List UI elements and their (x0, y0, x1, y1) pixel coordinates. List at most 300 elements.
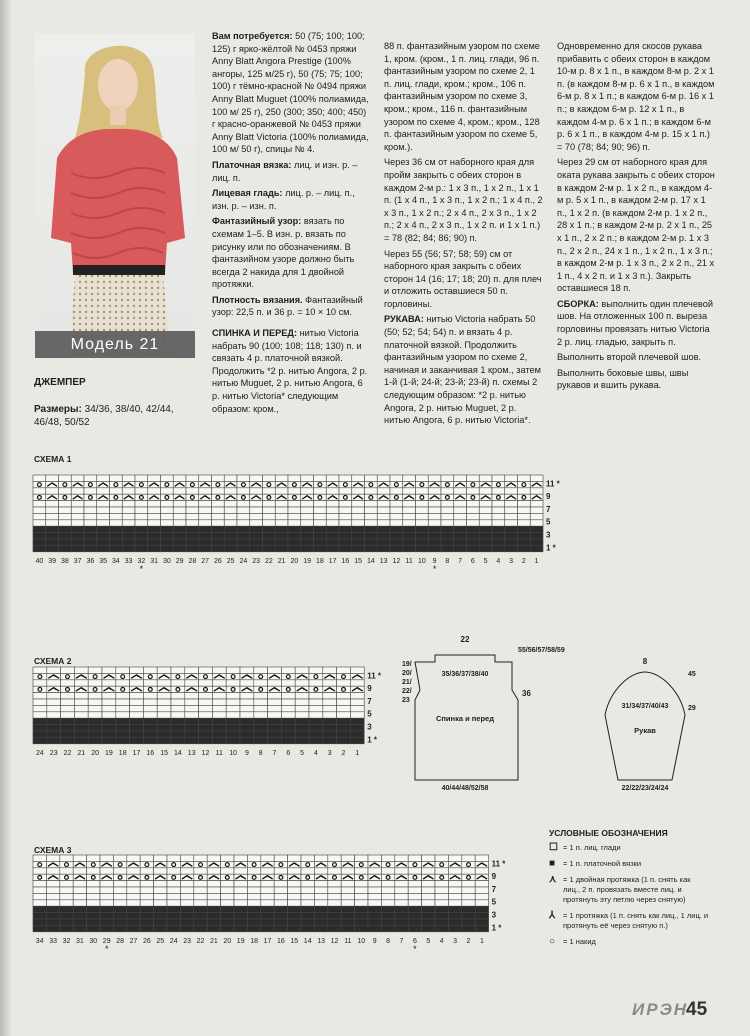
chart-cell (448, 887, 461, 893)
chart-cell (122, 526, 135, 532)
chart-cell (247, 855, 260, 861)
chart-cell (435, 919, 448, 925)
row-number: 9 (367, 684, 372, 694)
chart-cell (337, 731, 351, 737)
chart-cell (337, 712, 351, 718)
row-number: 5 (491, 897, 497, 907)
column-number: 8 (386, 937, 391, 945)
chart-cell (60, 887, 73, 893)
chart-cell (467, 526, 480, 532)
chart-cell (479, 507, 492, 513)
chart-cell (180, 906, 193, 912)
chart-cell (224, 475, 237, 481)
chart-cell (263, 501, 276, 507)
chart-cell (352, 539, 365, 545)
chart-cell (73, 925, 86, 931)
chart-cell (135, 545, 148, 551)
chart-cell (295, 718, 309, 724)
chart-cell (127, 893, 140, 899)
chart-cell (314, 868, 327, 874)
chart-cell (226, 699, 240, 705)
chart-cell (326, 539, 339, 545)
chart-cell (167, 855, 180, 861)
chart-cell (261, 906, 274, 912)
chart-cell (341, 919, 354, 925)
chart-cell (337, 718, 351, 724)
chart-cell (74, 680, 88, 686)
chart-cell (350, 667, 364, 673)
legend (549, 828, 709, 953)
legend-title: УСЛОВНЫЕ ОБОЗНАЧЕНИЯ (549, 828, 668, 838)
chart-cell (140, 868, 153, 874)
chart-cell (350, 725, 364, 731)
chart-cell (226, 725, 240, 731)
column-number: 14 (174, 749, 182, 757)
chart-cell (368, 887, 381, 893)
chart-cell (350, 693, 364, 699)
chart-cell (47, 725, 61, 731)
chart-cell (428, 533, 441, 539)
chart-cell (247, 913, 260, 919)
chart-cell (395, 919, 408, 925)
chart-cell (194, 906, 207, 912)
chart-cell (403, 539, 416, 545)
chart-cell (33, 507, 46, 513)
chart-cell (199, 737, 213, 743)
chart-cell (237, 520, 250, 526)
schema-1-grid (33, 475, 561, 574)
chart-cell (314, 533, 327, 539)
chart-cell (61, 693, 75, 699)
chart-cell (171, 680, 185, 686)
chart-cell (403, 475, 416, 481)
chart-cell (328, 868, 341, 874)
chart-cell (403, 533, 416, 539)
chart-cell (250, 545, 263, 551)
chart-cell (199, 475, 212, 481)
chart-cell (46, 526, 59, 532)
chart-cell (88, 725, 102, 731)
chart-cell (113, 925, 126, 931)
page-number: 45 (686, 999, 708, 1020)
sleeve-length: 29 (688, 705, 696, 712)
chart-cell (154, 855, 167, 861)
chart-cell (263, 526, 276, 532)
chart-cell (309, 731, 323, 737)
chart-cell (314, 539, 327, 545)
chart-cell (268, 718, 282, 724)
chart-cell (365, 520, 378, 526)
column-number: 16 (341, 557, 350, 565)
column-number: 5 (483, 557, 488, 565)
chart-cell (518, 533, 531, 539)
chart-cell (448, 855, 461, 861)
chart-cell (479, 526, 492, 532)
chart-cell (288, 488, 301, 494)
col3-para-1: Одновременно для скосов рукава прибавить с обеих сторон в каждом 10-м р. 8 х 1 п., в каждом 8-м р. 2 х 1 п. (в каждом 8-м р. 6 х 1 п., в каждом 6-м р. 8 х 1 п.; в каждом 6-м р. 16 х 1 п.; в каждом 6-м р. 12 х 1 п., в каждом 4-м р. 6 х 1 п.; в каждом 6-м р. 6 х 1 п., в каждом 4-м р. 15 х 1 п.) = 70 (78; 84; 90; 96) п. (557, 41, 715, 152)
chart-cell (467, 488, 480, 494)
chart-cell (314, 475, 327, 481)
chart-cell (390, 533, 403, 539)
chart-cell (171, 718, 185, 724)
chart-cell (301, 900, 314, 906)
chart-cell (199, 513, 212, 519)
chart-cell (237, 539, 250, 545)
chart-cell (492, 539, 505, 545)
chart-cell (87, 881, 100, 887)
chart-cell (46, 501, 59, 507)
chart-cell (328, 919, 341, 925)
row-number: 7 (546, 504, 551, 514)
chart-cell (530, 539, 543, 545)
chart-cell (161, 520, 174, 526)
row-number: 9 (491, 872, 497, 882)
chart-cell (288, 893, 301, 899)
chart-cell (505, 475, 518, 481)
chart-cell (185, 705, 199, 711)
chart-cell (381, 900, 394, 906)
column-number: 4 (496, 557, 501, 565)
chart-cell (314, 545, 327, 551)
chart-cell (212, 718, 226, 724)
chart-cell (295, 731, 309, 737)
column-number: 12 (330, 937, 339, 945)
schema-1-label: СХЕМА 1 (34, 454, 72, 464)
chart-cell (224, 539, 237, 545)
column-number: 18 (118, 749, 127, 757)
chart-cell (261, 913, 274, 919)
chart-cell (328, 925, 341, 931)
chart-cell (143, 737, 157, 743)
chart-cell (135, 539, 148, 545)
chart-cell (143, 725, 157, 731)
chart-cell (261, 925, 274, 931)
column-number: 11 (344, 937, 352, 945)
chart-cell (337, 737, 351, 743)
column-number: 20 (91, 749, 99, 757)
chart-cell (60, 881, 73, 887)
chart-cell (475, 893, 488, 899)
chart-cell (301, 475, 314, 481)
chart-cell (127, 881, 140, 887)
chart-cell (46, 507, 59, 513)
chart-cell (381, 868, 394, 874)
chart-cell (275, 520, 288, 526)
chart-cell (301, 507, 314, 513)
chart-cell (352, 507, 365, 513)
chart-cell (416, 488, 429, 494)
chart-cell (97, 520, 110, 526)
chart-cell (194, 893, 207, 899)
chart-cell (328, 855, 341, 861)
chart-cell (337, 680, 351, 686)
chart-cell (408, 906, 421, 912)
chart-cell (173, 507, 186, 513)
chart-cell (74, 725, 88, 731)
chart-cell (47, 737, 61, 743)
chart-cell (100, 887, 113, 893)
chart-cell (368, 881, 381, 887)
schema-3-label: СХЕМА 3 (34, 845, 72, 855)
chart-cell (275, 475, 288, 481)
chart-cell (113, 868, 126, 874)
chart-cell (186, 539, 199, 545)
star-mark: * (413, 943, 417, 954)
chart-cell (33, 718, 47, 724)
chart-cell (167, 900, 180, 906)
chart-cell (261, 868, 274, 874)
chart-cell (116, 705, 130, 711)
column-number: 14 (303, 937, 312, 945)
chart-cell (143, 680, 157, 686)
chart-cell (224, 501, 237, 507)
chart-cell (341, 906, 354, 912)
chart-cell (140, 906, 153, 912)
chart-cell (237, 501, 250, 507)
chart-cell (530, 533, 543, 539)
chart-cell (33, 868, 46, 874)
assembly: СБОРКА: выполнить один плечевой шов. На отложенных 100 п. вырезa горловины провязать нитью Victoria 2 р. лиц. гладью, закрыть п. (557, 298, 713, 347)
chart-cell (390, 501, 403, 507)
chart-cell (199, 731, 213, 737)
chart-cell (127, 925, 140, 931)
chart-cell (250, 501, 263, 507)
chart-cell (87, 855, 100, 861)
chart-cell (87, 893, 100, 899)
chart-cell (365, 475, 378, 481)
chart-cell (479, 533, 492, 539)
chart-cell (261, 893, 274, 899)
chart-cell (288, 925, 301, 931)
chart-cell (261, 887, 274, 893)
chart-cell (212, 539, 225, 545)
chart-cell (448, 893, 461, 899)
chart-cell (448, 925, 461, 931)
chart-cell (100, 919, 113, 925)
chart-cell (212, 488, 225, 494)
chart-cell (530, 513, 543, 519)
back-left-size: 19/ (402, 661, 412, 668)
sleeve-label: Рукав (634, 726, 656, 735)
chart-cell (377, 475, 390, 481)
column-number: 22 (264, 557, 273, 565)
chart-cell (288, 533, 301, 539)
chart-cell (212, 520, 225, 526)
chart-cell (240, 718, 254, 724)
chart-cell (47, 680, 61, 686)
chart-cell (247, 925, 260, 931)
chart-cell (408, 881, 421, 887)
chart-cell (301, 533, 314, 539)
chart-cell (135, 526, 148, 532)
chart-cell (127, 906, 140, 912)
chart-cell (110, 539, 123, 545)
chart-cell (33, 533, 46, 539)
chart-cell (122, 533, 135, 539)
column-number: 36 (86, 557, 95, 565)
chart-cell (224, 520, 237, 526)
chart-cell (326, 526, 339, 532)
item-heading: ДЖЕМПЕР (34, 377, 86, 388)
column-number: 31 (76, 937, 84, 945)
chart-cell (110, 513, 123, 519)
column-number: 25 (226, 557, 235, 565)
column-number: 15 (354, 557, 363, 565)
chart-cell (309, 705, 323, 711)
column-number: 27 (201, 557, 210, 565)
chart-cell (116, 699, 130, 705)
chart-cell (492, 513, 505, 519)
chart-cell (368, 925, 381, 931)
chart-cell (275, 545, 288, 551)
column-number: 30 (162, 557, 171, 565)
chart-cell (288, 526, 301, 532)
chart-cell (275, 501, 288, 507)
chart-cell (250, 488, 263, 494)
chart-cell (428, 501, 441, 507)
chart-cell (326, 520, 339, 526)
chart-cell (171, 725, 185, 731)
column-number: 2 (521, 557, 526, 565)
chart-cell (462, 925, 475, 931)
chart-cell (84, 545, 97, 551)
chart-cell (74, 737, 88, 743)
chart-cell (274, 893, 287, 899)
chart-cell (530, 520, 543, 526)
chart-cell (355, 900, 368, 906)
chart-cell (143, 699, 157, 705)
row-number: 11 * (546, 479, 560, 489)
column-number: 2 (466, 937, 471, 945)
column-number: 1 (479, 937, 484, 945)
chart-cell (110, 545, 123, 551)
chart-cell (148, 526, 161, 532)
chart-cell (127, 868, 140, 874)
chart-cell (46, 475, 59, 481)
chart-cell (237, 526, 250, 532)
chart-cell (250, 513, 263, 519)
chart-cell (339, 513, 352, 519)
chart-cell (314, 887, 327, 893)
chart-cell (530, 507, 543, 513)
chart-cell (352, 501, 365, 507)
chart-cell (212, 725, 226, 731)
column-number: 38 (60, 557, 69, 565)
chart-cell (194, 925, 207, 931)
chart-cell (240, 712, 254, 718)
chart-cell (185, 737, 199, 743)
chart-cell (365, 533, 378, 539)
chart-cell (505, 488, 518, 494)
star-mark: * (139, 563, 144, 574)
chart-cell (377, 539, 390, 545)
chart-cell (116, 731, 130, 737)
column-number: 21 (77, 749, 86, 757)
chart-cell (416, 475, 429, 481)
chart-cell (326, 533, 339, 539)
chart-cell (199, 501, 212, 507)
chart-cell (416, 513, 429, 519)
chart-cell (261, 881, 274, 887)
chart-cell (309, 737, 323, 743)
star-mark: * (104, 943, 109, 954)
chart-cell (247, 919, 260, 925)
chart-cell (281, 712, 295, 718)
chart-cell (467, 533, 480, 539)
chart-cell (100, 906, 113, 912)
chart-cell (301, 868, 314, 874)
chart-cell (100, 868, 113, 874)
column-number: 6 (412, 937, 417, 945)
chart-cell (441, 539, 454, 545)
column-number: 12 (392, 557, 401, 565)
chart-cell (221, 881, 234, 887)
column-number: 7 (272, 749, 277, 757)
chart-cell (74, 731, 88, 737)
column-number: 10 (417, 557, 426, 565)
chart-cell (224, 526, 237, 532)
chart-cell (186, 475, 199, 481)
chart-cell (61, 731, 75, 737)
row-number: 9 (546, 492, 551, 502)
chart-cell (462, 913, 475, 919)
chart-cell (368, 855, 381, 861)
chart-cell (355, 868, 368, 874)
chart-cell (339, 475, 352, 481)
chart-cell (97, 513, 110, 519)
column-number: 32 (62, 937, 71, 945)
chart-cell (199, 680, 213, 686)
chart-cell (301, 887, 314, 893)
chart-cell (84, 533, 97, 539)
chart-cell (113, 906, 126, 912)
chart-cell (154, 919, 167, 925)
chart-cell (274, 868, 287, 874)
schema-3-grid (33, 855, 506, 954)
chart-cell (130, 712, 144, 718)
chart-cell (428, 507, 441, 513)
chart-cell (47, 718, 61, 724)
chart-cell (395, 868, 408, 874)
column-number: 31 (150, 557, 159, 565)
chart-cell (254, 737, 268, 743)
chart-cell (194, 887, 207, 893)
chart-cell (505, 526, 518, 532)
column-number: 9 (432, 557, 437, 565)
chart-cell (326, 513, 339, 519)
chart-cell (186, 533, 199, 539)
chart-cell (154, 893, 167, 899)
chart-cell (194, 900, 207, 906)
chart-cell (328, 893, 341, 899)
chart-cell (339, 526, 352, 532)
chart-cell (167, 925, 180, 931)
column-number: 24 (169, 937, 178, 945)
chart-cell (148, 501, 161, 507)
chart-cell (268, 737, 282, 743)
column-number: 24 (239, 557, 248, 565)
chart-cell (274, 913, 287, 919)
column-number: 32 (137, 557, 146, 565)
chart-cell (275, 533, 288, 539)
chart-cell (46, 893, 59, 899)
chart-cell (377, 545, 390, 551)
column-number: 21 (210, 937, 218, 945)
chart-cell (130, 667, 144, 673)
chart-cell (171, 667, 185, 673)
chart-cell (435, 881, 448, 887)
chart-cell (100, 913, 113, 919)
